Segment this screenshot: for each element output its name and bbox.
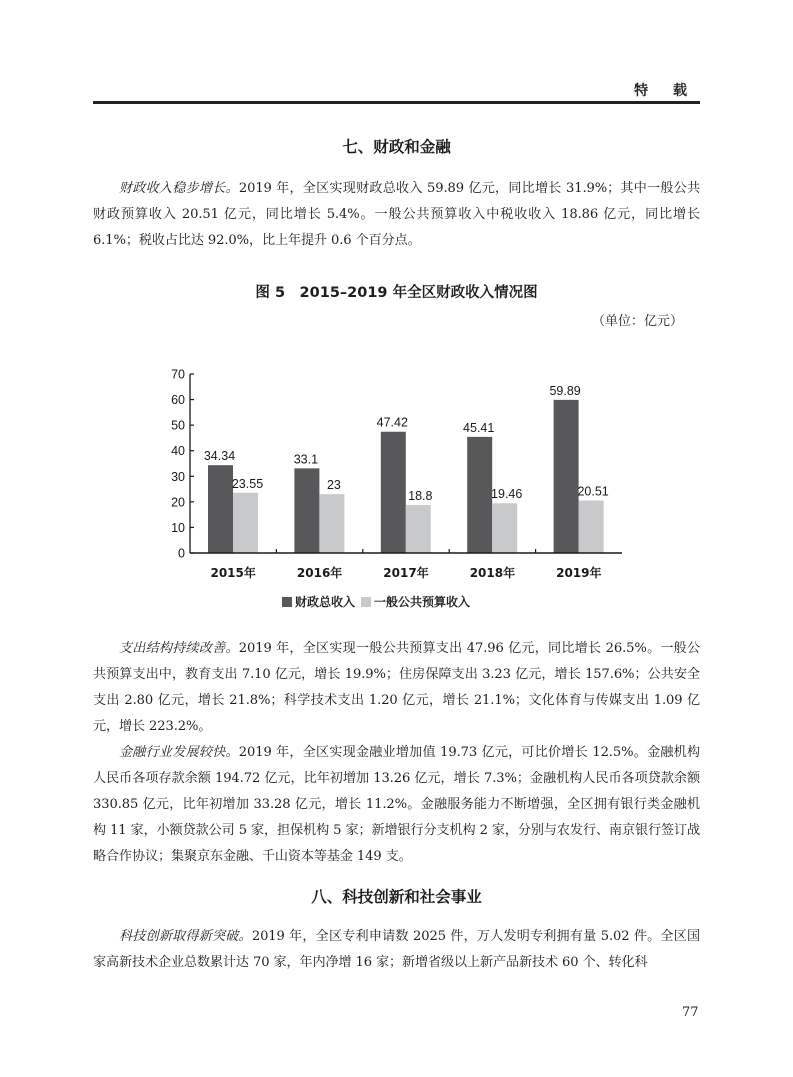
x-tick-label: 2015年 [210,566,256,580]
y-tick-label: 40 [171,444,185,459]
section-title-finance: 七、财政和金融 [342,138,451,156]
bar-budget-revenue [492,503,517,553]
paragraph-lead: 金融行业发展较快。 [119,745,239,760]
page-number: 77 [682,1005,699,1020]
bar-budget-revenue [233,493,258,553]
section-title-technology: 八、科技创新和社会事业 [311,888,482,906]
bar-total-revenue [381,432,406,553]
legend-label: 财政总收入 [295,595,356,609]
legend-item-total-revenue [282,593,355,610]
paragraph-finance-industry [93,740,700,870]
data-label: 23 [326,478,341,493]
data-label: 45.41 [463,420,495,435]
x-tick-label: 2017年 [383,566,429,580]
x-tick-label: 2016年 [296,566,343,580]
y-tick-label: 50 [171,418,185,433]
paragraph-text: 2019 年，全区专利申请数 2025 件，万人发明专利拥有量 5.02 件。全区国家高新技术企业总数累计达 70 家，年内净增 16 家；新增省级以上新产品新技术 60 个、转化科 [93,929,700,970]
legend-swatch-budget-revenue [361,597,371,607]
data-label: 18.8 [408,488,433,503]
legend-item-budget-revenue [361,593,470,610]
bar-budget-revenue [406,505,431,553]
y-tick-label: 0 [178,546,185,561]
bar-budget-revenue [319,494,344,553]
bar-total-revenue [554,400,579,553]
figure-unit: （单位：亿元） [591,314,683,329]
paragraph-text: 2019 年，全区实现金融业增加值 19.73 亿元，可比价增长 12.5%。金融机构人民币各项存款余额 194.72 亿元，比年初增加 13.26 亿元，增长 7.3%；金融机构人民币各项贷款余额 330.85 亿元，比年初增加 33.28 亿元，增长 11.2%。金融服务能力不断增强，全区拥有银行类金融机构 11 家，小额贷款公司 5 家，担保机构 5 家；新增银行分支机构 2 家，分别与农发行、南京银行签订战略合作协议；集聚京东金融、千山资本等基金 149 支。 [93,745,700,864]
data-label: 23.55 [231,476,264,491]
legend-swatch-total-revenue [282,597,292,607]
legend-label: 一般公共预算收入 [374,595,471,609]
data-label: 20.51 [577,484,609,499]
data-label: 33.1 [293,452,319,467]
y-tick-label: 30 [171,469,185,484]
x-tick-label: 2019年 [556,566,602,580]
bar-budget-revenue [579,501,604,553]
paragraph-text: 2019 年，全区实现一般公共预算支出 47.96 亿元，同比增长 26.5%。一般公共预算支出中，教育支出 7.10 亿元，增长 19.9%；住房保障支出 3.23 亿元，增长 157.6%；公共安全支出 2.80 亿元，增长 21.8%；科学技术支出 1.20 亿元，增长 21.1%；文化体育与传媒支出 1.09 亿元，增长 223.2%。 [93,641,700,734]
y-tick-label: 70 [171,367,185,382]
bar-total-revenue [467,437,492,553]
running-head: 特 载 [634,83,697,99]
data-label: 34.34 [203,449,236,464]
paragraph-expenditure [93,636,700,740]
data-label: 47.42 [376,415,408,430]
figure-title: 图 5 2015–2019 年全区财政收入情况图 [255,285,538,301]
bar-total-revenue [208,465,233,553]
data-label: 19.46 [491,487,523,502]
paragraph-technology [93,924,700,976]
x-tick-label: 2018年 [469,566,516,580]
data-label: 59.89 [549,383,581,398]
y-tick-label: 60 [171,393,185,408]
y-tick-label: 10 [171,520,185,535]
y-tick-label: 20 [171,495,185,510]
paragraph-text: 2019 年，全区实现财政总收入 59.89 亿元，同比增长 31.9%；其中一般公共财政预算收入 20.51 亿元，同比增长 5.4%。一般公共预算收入中税收收入 18.86 亿元，同比增长 6.1%；税收占比达 92.0%，比上年提升 0.6 个百分点。 [93,181,700,248]
paragraph-lead: 财政收入稳步增长。 [119,181,239,196]
bar-total-revenue [294,468,319,553]
paragraph-lead: 支出结构持续改善。 [119,641,239,656]
chart-legend [282,593,476,610]
paragraph-lead: 科技创新取得新突破。 [119,929,252,944]
